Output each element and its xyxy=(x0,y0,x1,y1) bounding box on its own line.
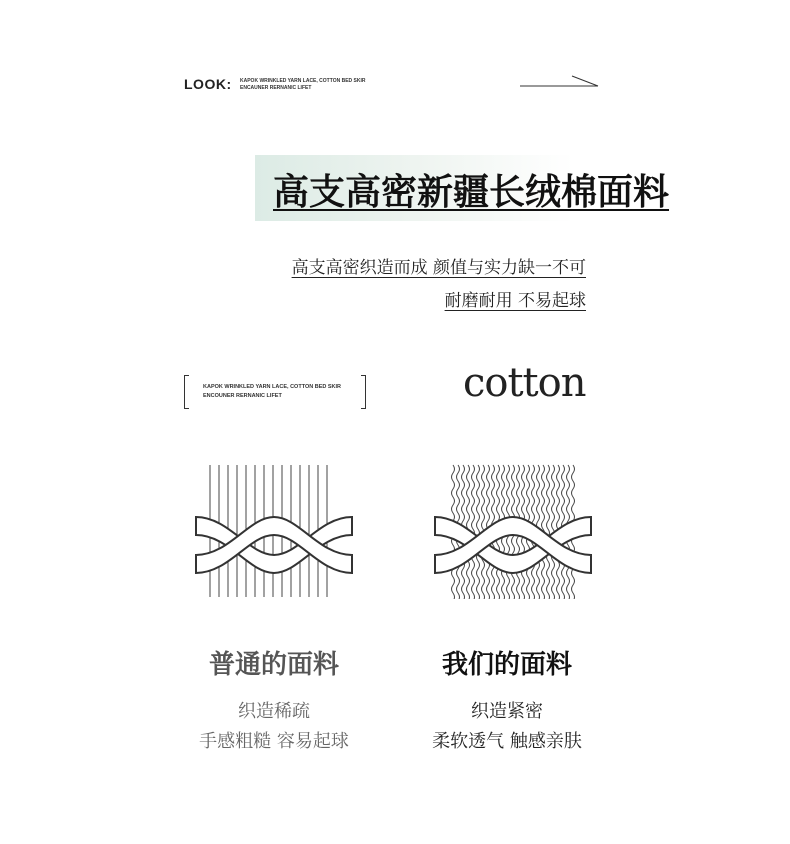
ordinary-fabric-desc-1: 织造稀疏 xyxy=(238,701,310,722)
look-tagline xyxy=(240,78,365,92)
our-fabric-desc-2: 柔软透气 触感亲肤 xyxy=(432,731,582,752)
sparse-weave-icon xyxy=(194,463,354,599)
right-bracket xyxy=(361,375,366,409)
look-tagline-line1: KAPOK WRINKLED YARN LACE, COTTON BED SKIR xyxy=(240,78,366,84)
page-title: 高支高密新疆长绒棉面料 xyxy=(273,172,670,213)
cotton-wordmark: cotton xyxy=(463,360,586,406)
brand-tagline xyxy=(203,383,341,401)
wavy-thread xyxy=(547,465,550,599)
brand-tagline-line2: ENCOUNER RERNANIC LIFET xyxy=(203,393,282,399)
ordinary-fabric-title: 普通的面料 xyxy=(208,650,339,680)
brand-tagline-line1: KAPOK WRINKLED YARN LACE, COTTON BED SKIR xyxy=(203,384,342,390)
look-tagline-line2: ENCAUNER RERNANIC LIFET xyxy=(240,85,312,91)
subtitle-line-2: 耐磨耐用 不易起球 xyxy=(444,291,586,311)
left-bracket xyxy=(184,375,189,409)
dense-weave-icon xyxy=(433,463,593,599)
wavy-thread xyxy=(477,465,480,599)
brand-tagline-block xyxy=(184,375,366,409)
our-fabric-title: 我们的面料 xyxy=(441,650,572,680)
subtitle-line-1: 高支高密织造而成 颜值与实力缺一不可 xyxy=(291,258,586,278)
our-fabric-desc-1: 织造紧密 xyxy=(471,701,543,722)
arrow-line-icon xyxy=(518,72,600,90)
look-label: LOOK: xyxy=(184,76,232,92)
ordinary-fabric-desc-2: 手感粗糙 容易起球 xyxy=(199,731,349,752)
